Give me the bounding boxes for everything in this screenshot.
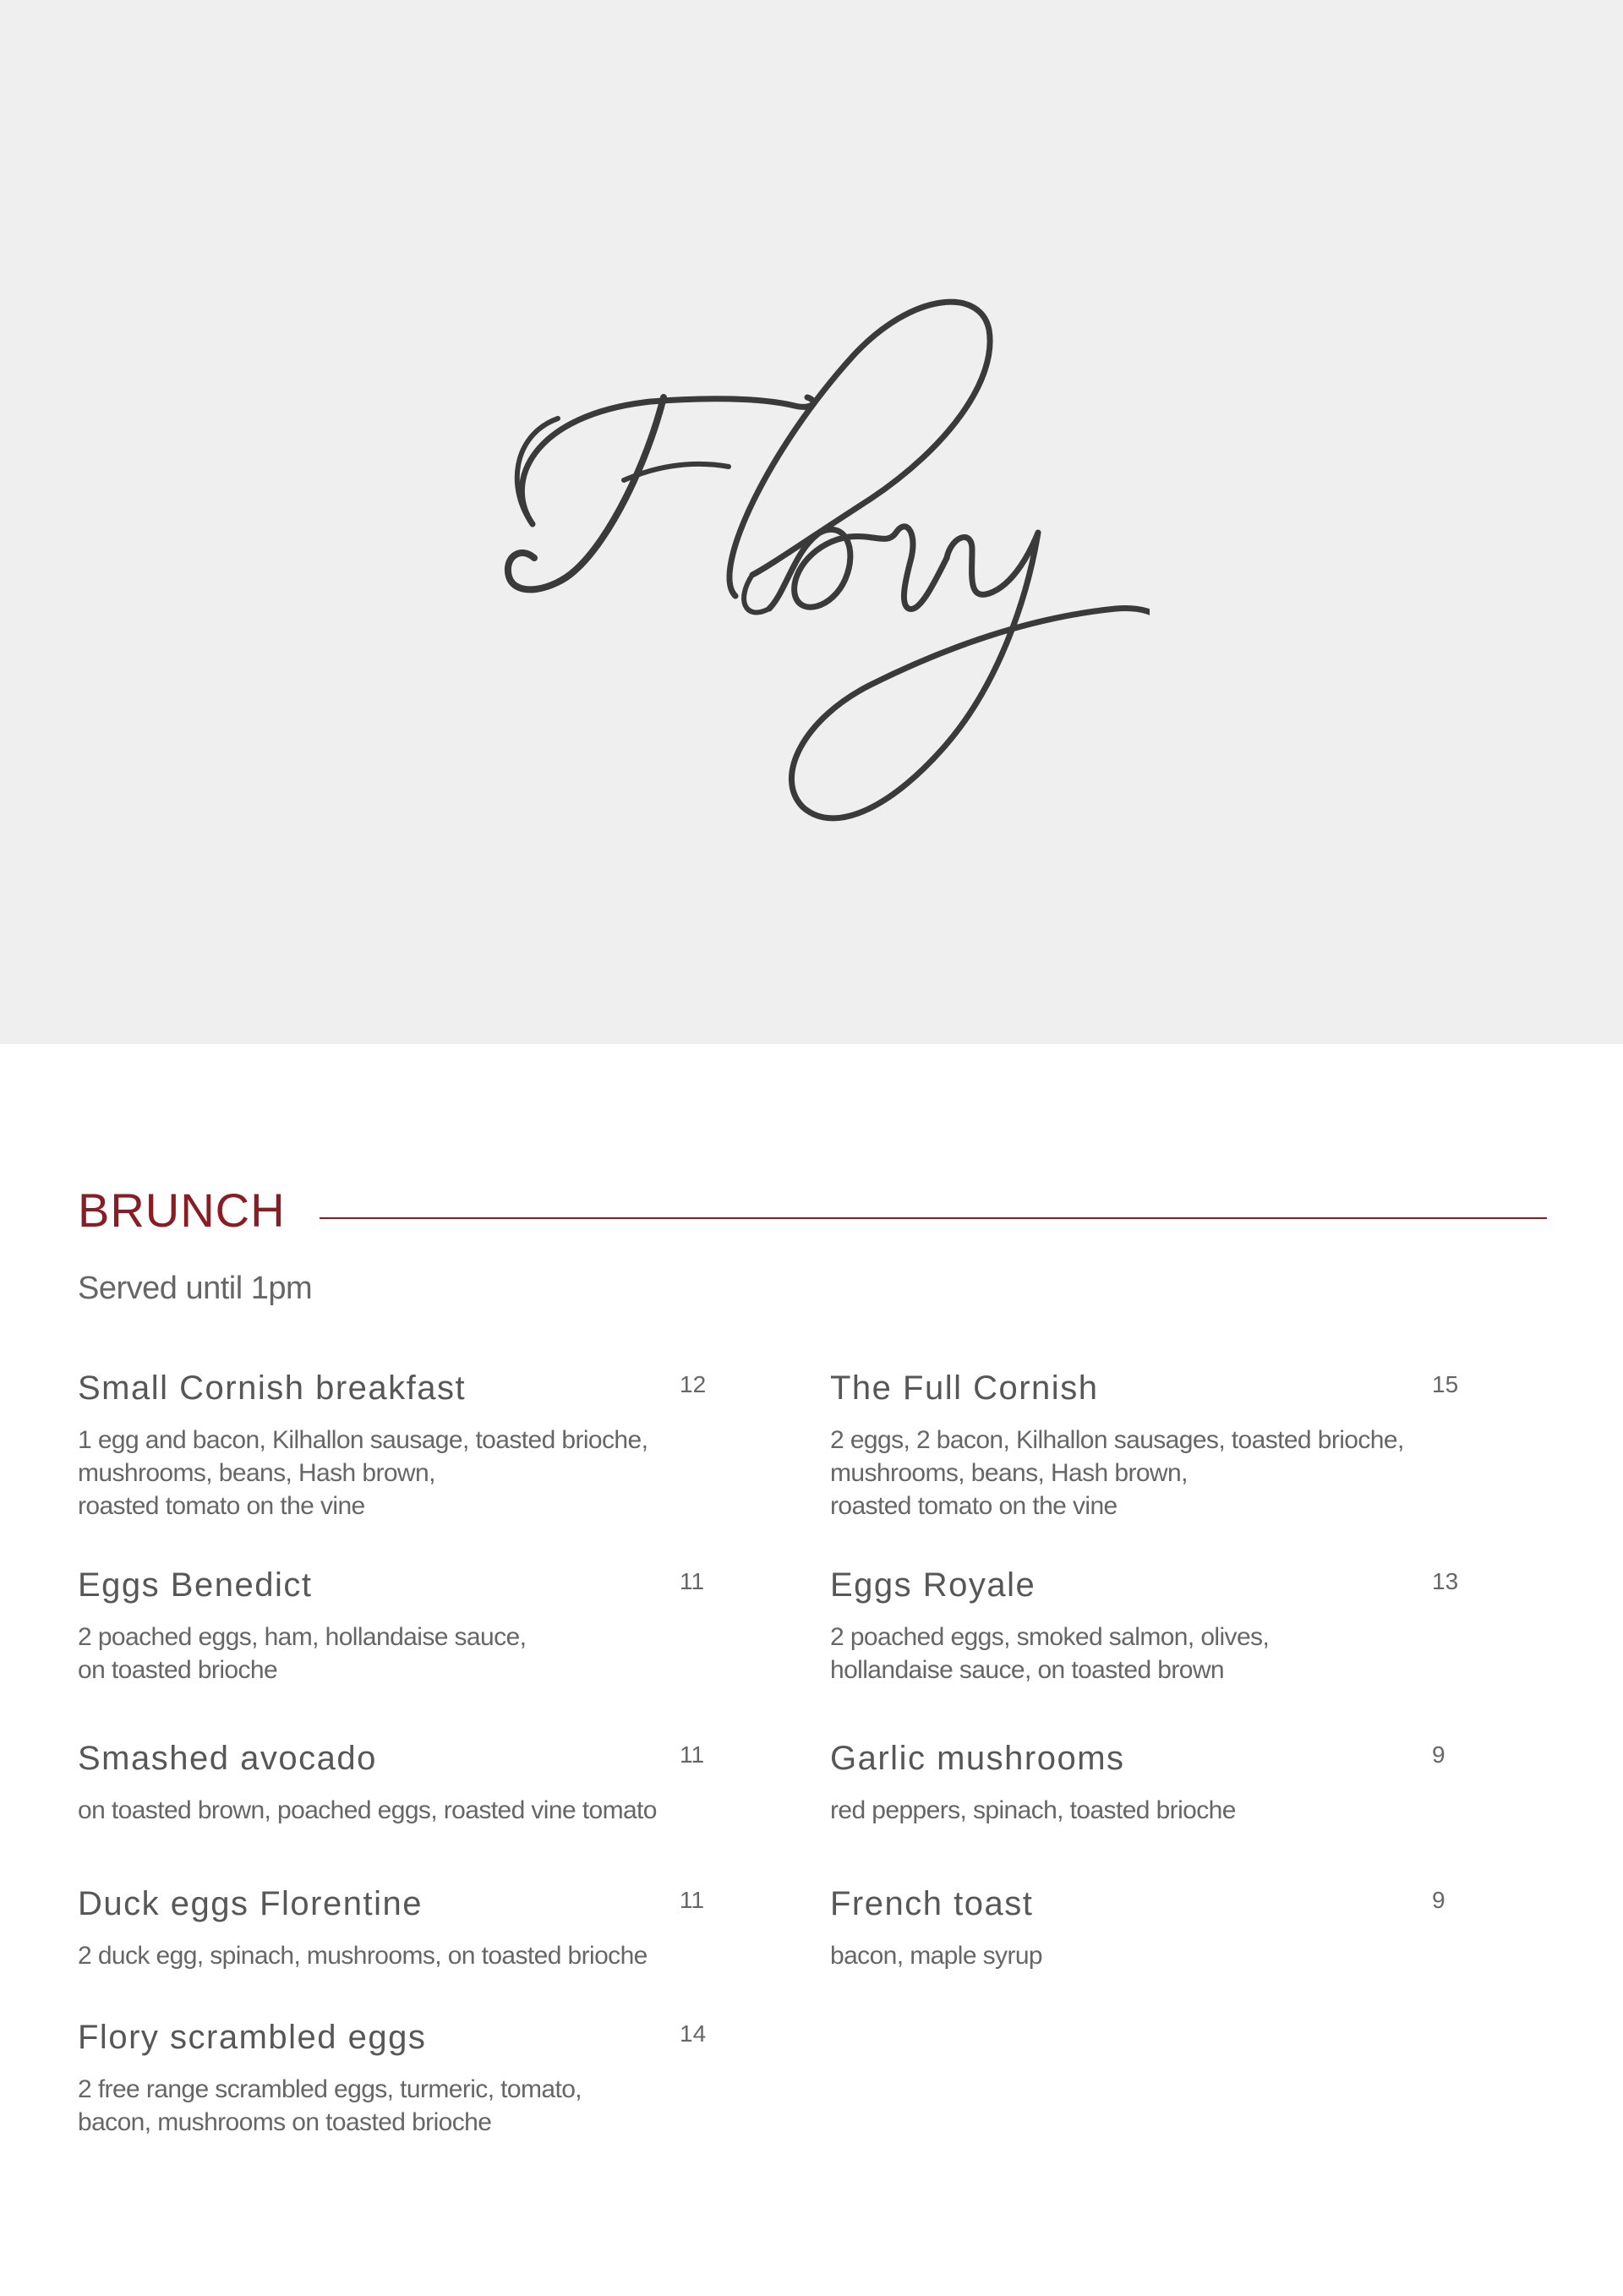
section-divider [320, 1217, 1547, 1219]
menu-item-price: 9 [1432, 1741, 1445, 1768]
menu-item [78, 2020, 754, 2139]
menu-item-description [78, 1621, 754, 1686]
menu-item-description-line: 2 eggs, 2 bacon, Kilhallon sausages, toasted brioche, [830, 1426, 1404, 1454]
menu-item-description [830, 1424, 1506, 1522]
menu-item-name: Smashed avocado [78, 1740, 377, 1777]
menu-item [78, 1741, 754, 1827]
menu-item-description-line: mushrooms, beans, Hash brown, [830, 1459, 1188, 1487]
menu-item-description-line: 1 egg and bacon, Kilhallon sausage, toasted brioche, [78, 1426, 648, 1454]
menu-item-description-line: 2 poached eggs, smoked salmon, olives, [830, 1623, 1270, 1651]
menu-item-name: Garlic mushrooms [830, 1740, 1125, 1777]
menu-item-price: 11 [680, 1568, 705, 1594]
menu-item [78, 1371, 754, 1522]
menu-item-description [78, 2073, 754, 2139]
menu-item-description [830, 1794, 1506, 1827]
menu-item-price: 14 [680, 2020, 707, 2047]
menu-item-description-line: roasted tomato on the vine [78, 1492, 365, 1520]
menu-item-description [78, 1424, 754, 1522]
menu-item-price: 11 [680, 1741, 705, 1768]
menu-item-name: Small Cornish breakfast [78, 1369, 467, 1407]
menu-item [830, 1568, 1506, 1686]
menu-item-name: Eggs Benedict [78, 1566, 313, 1604]
section-title: BRUNCH [78, 1184, 286, 1237]
menu-item-price: 9 [1432, 1887, 1445, 1913]
menu-item-description [78, 1794, 754, 1827]
menu-item-description-line: on toasted brioche [78, 1656, 278, 1684]
menu-item [830, 1371, 1506, 1522]
menu-item-description-line: roasted tomato on the vine [830, 1492, 1118, 1520]
menu-item-description-line: hollandaise sauce, on toasted brown [830, 1656, 1225, 1684]
menu-item-description-line: on toasted brown, poached eggs, roasted vine tomato [78, 1796, 657, 1824]
menu-item [830, 1741, 1506, 1827]
menu-item-description-line: 2 free range scrambled eggs, turmeric, tomato, [78, 2075, 582, 2103]
menu-item-description-line: bacon, mushrooms on toasted brioche [78, 2108, 492, 2136]
menu-item-name: Eggs Royale [830, 1566, 1036, 1604]
menu-item-price: 15 [1432, 1371, 1459, 1397]
menu-item-name: Duck eggs Florentine [78, 1885, 423, 1922]
menu-item-description-line: 2 duck egg, spinach, mushrooms, on toasted brioche [78, 1942, 648, 1970]
flory-logo [473, 279, 1150, 871]
menu-item-description-line: mushrooms, beans, Hash brown, [78, 1459, 435, 1487]
menu-item-description-line: bacon, maple syrup [830, 1942, 1043, 1970]
menu-item-description [78, 1939, 754, 1972]
menu-item-description-line: 2 poached eggs, ham, hollandaise sauce, [78, 1623, 527, 1651]
menu-item-description [830, 1621, 1506, 1686]
section-subtitle: Served until 1pm [78, 1271, 313, 1306]
menu-item-price: 11 [680, 1887, 705, 1913]
hero-banner [0, 0, 1623, 1044]
menu-item-name: The Full Cornish [830, 1369, 1099, 1407]
menu-item [78, 1887, 754, 1972]
menu-item [78, 1568, 754, 1686]
menu-item-price: 13 [1432, 1568, 1459, 1594]
menu-item-description [830, 1939, 1506, 1972]
menu-item-name: Flory scrambled eggs [78, 2019, 427, 2056]
menu-item-name: French toast [830, 1885, 1034, 1922]
menu-item [830, 1887, 1506, 1972]
menu-item-description-line: red peppers, spinach, toasted brioche [830, 1796, 1236, 1824]
menu-item-price: 12 [680, 1371, 707, 1397]
